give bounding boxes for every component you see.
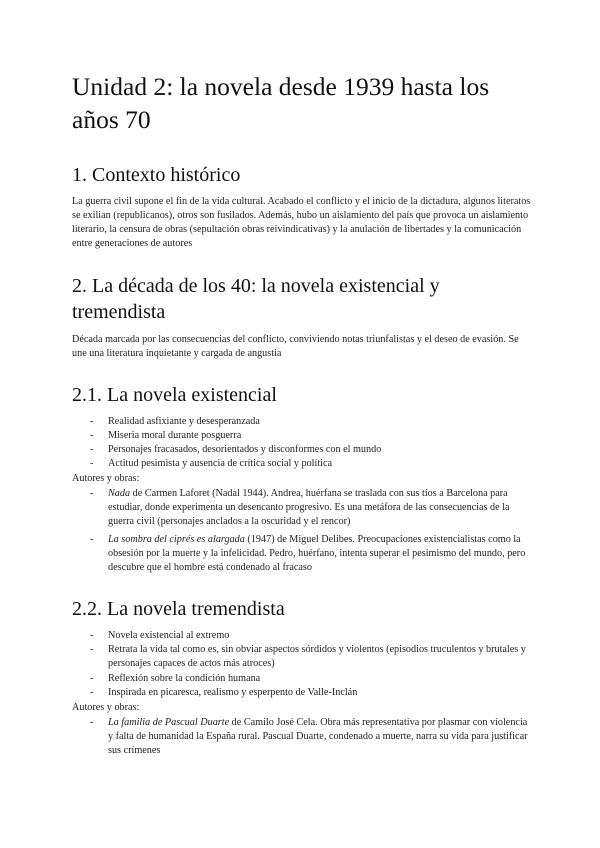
bullet-marker: - (90, 488, 94, 499)
section-heading-decada-40: 2. La década de los 40: la novela existencial y tremendista (72, 275, 440, 323)
list-item (90, 415, 530, 429)
bullet-marker: - (90, 444, 94, 455)
list-item-text: Inspirada en picaresca, realismo y esperpento de Valle-Inclán (108, 687, 358, 698)
work-item-pascual-duarte (90, 716, 530, 758)
work-title: La familia de Pascual Duarte (108, 717, 230, 728)
authors-label: Autores y obras: (72, 473, 140, 484)
bullet-marker: - (90, 717, 94, 728)
list-item-text: Reflexión sobre la condición humana (108, 673, 261, 684)
work-title: Nada (108, 488, 131, 499)
work-item-sombra-cipres (90, 533, 530, 575)
subsection-heading-tremendista: 2.2. La novela tremendista (72, 598, 285, 620)
section-heading-contexto: 1. Contexto histórico (72, 164, 241, 186)
list-item-text: Actitud pesimista y ausencia de crítica social y política (108, 458, 333, 469)
bullet-marker: - (90, 458, 94, 469)
list-item-text: Realidad asfixiante y desesperanzada (108, 416, 260, 427)
list-item (90, 457, 530, 471)
section-paragraph-decada-40: Década marcada por las consecuencias del conflicto, conviviendo notas triunfalistas y el deseo de evasión. Se une una literatura inquietante y cargada de angustia (72, 334, 519, 359)
list-item-text: Novela existencial al extremo (108, 630, 230, 641)
list-item (90, 629, 530, 643)
work-description: de Camilo José Cela. Obra más representativa por plasmar con violencia y falta de humanidad la España rural. Pascual Duarte, condenado a muerte, narra su vida para justificar sus crímenes (108, 717, 528, 756)
list-item (90, 672, 530, 686)
authors-label: Autores y obras: (72, 702, 140, 713)
bullet-marker: - (90, 430, 94, 441)
section-paragraph-contexto: La guerra civil supone el fin de la vida cultural. Acabado el conflicto y el inicio de la dictadura, algunos literatos se exilian (republicanos), otros son fusilados. Además, hubo un aislamiento del país que provoca un aislamiento literario, la censura de obras (sepultación obras reivindicativas) y la anulación de libertades y la comunicación entre generaciones de autores (72, 196, 531, 249)
list-item (90, 429, 530, 443)
list-item-text: Miseria moral durante posguerra (108, 430, 242, 441)
subsection-heading-existencial: 2.1. La novela existencial (72, 384, 277, 406)
work-title: La sombra del ciprés es alargada (108, 534, 245, 545)
page-title: Unidad 2: la novela desde 1939 hasta los años 70 (72, 72, 490, 134)
work-description: de Carmen Laforet (Nadal 1944). Andrea, huérfana se traslada con sus tíos a Barcelona para estudiar, donde experimenta un desencanto progresivo. Es una metáfora de las consecuencias de la guerra civil (personajes anclados a la oscuridad y el rencor) (108, 488, 510, 527)
bullet-marker: - (90, 687, 94, 698)
work-item-nada (90, 487, 530, 529)
bullet-marker: - (90, 644, 94, 655)
list-item-text: Retrata la vida tal como es, sin obviar aspectos sórdidos y violentos (episodios truculentos y brutales y personajes capaces de actos más atroces) (108, 644, 526, 669)
bullet-marker: - (90, 630, 94, 641)
list-item-text: Personajes fracasados, desorientados y disconformes con el mundo (108, 444, 382, 455)
bullet-marker: - (90, 416, 94, 427)
list-item (90, 643, 530, 671)
list-item (90, 686, 530, 700)
bullet-marker: - (90, 534, 94, 545)
work-description: (1947) de Miguel Delibes. Preocupaciones existencialistas como la obsesión por la muerte y la infelicidad. Pedro, huérfano, intenta superar el pesimismo del mundo, pero descubre que el hombre está condenado al fracaso (108, 534, 526, 573)
bullet-marker: - (90, 673, 94, 684)
list-item (90, 443, 530, 457)
